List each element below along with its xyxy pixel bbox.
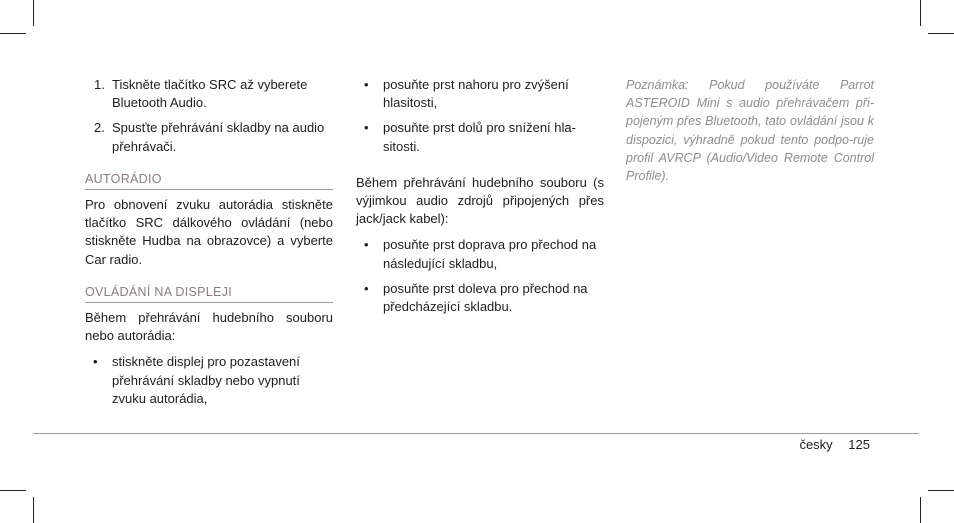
list-item	[356, 280, 604, 316]
crop-mark	[33, 497, 34, 523]
bullet-text: posuňte prst dolů pro snížení hla-sitosti.	[383, 120, 576, 154]
crop-mark	[0, 490, 26, 491]
crop-mark	[0, 33, 26, 34]
page-number: 125	[848, 437, 870, 452]
crop-mark	[928, 490, 954, 491]
bullet-list	[356, 236, 604, 316]
list-item	[356, 119, 604, 155]
step-text: Spusťte přehrávání skladby na audio přehrávači.	[112, 120, 325, 154]
bullet-icon: •	[364, 280, 369, 296]
bullet-icon: •	[93, 354, 98, 370]
column-right	[626, 76, 874, 185]
bullet-text: posuňte prst doprava pro přechod na následující skladbu,	[383, 237, 597, 271]
section-text-autoradio: Pro obnovení zvuku autorádia stiskněte tlačítko SRC dálkového ovládání (nebo stiskněte Hudba na obrazovce) a vyberte Car radio.	[85, 197, 333, 267]
bullet-list	[85, 353, 333, 408]
list-item	[85, 353, 333, 408]
bullet-text: stiskněte displej pro pozastavení přehrávání skladby nebo vypnutí zvuku autorádia,	[112, 354, 300, 406]
crop-mark	[33, 0, 34, 26]
bullet-text: posuňte prst doleva pro přechod na předcházející skladbu.	[383, 280, 588, 315]
crop-mark	[920, 497, 921, 523]
bullet-list	[356, 76, 604, 156]
crop-mark	[920, 0, 921, 26]
paragraph: Během přehrávání hudebního souboru (s výjimkou audio zdrojů připojených přes jack/jack kabel):	[356, 174, 604, 227]
bullet-icon: •	[364, 120, 369, 136]
step-text: Tiskněte tlačítko SRC až vyberete Bluetooth Audio.	[112, 77, 308, 111]
section-heading-display-control: OVLÁDÁNÍ NA DISPLEJI	[85, 283, 333, 303]
steps-list	[85, 76, 333, 156]
list-item	[85, 76, 333, 112]
crop-mark	[928, 33, 954, 34]
page-footer	[799, 437, 870, 452]
bullet-text: posuňte prst nahoru pro zvýšení hlasitosti,	[383, 77, 569, 111]
step-number: 2.	[94, 120, 105, 136]
column-left	[85, 76, 333, 415]
column-middle	[356, 76, 604, 323]
section-heading-autoradio: AUTORÁDIO	[85, 170, 333, 190]
footer-divider	[33, 433, 919, 434]
section-text-display-control: Během přehrávání hudebního souboru nebo autorádia:	[85, 310, 333, 344]
note-text: Poznámka: Pokud používáte Parrot ASTEROID Mini s audio přehrávačem při-pojeným přes Bluetooth, tato ovládání jsou k dispozici, výhradně pokud tento podpo-ruje profil AVRCP (Audio/Video Remote Control Profile).	[626, 78, 874, 184]
list-item	[356, 76, 604, 112]
footer-language: česky	[799, 437, 833, 452]
list-item	[85, 119, 333, 155]
step-number: 1.	[94, 77, 105, 92]
bullet-icon: •	[364, 77, 369, 92]
bullet-icon: •	[364, 237, 369, 253]
list-item	[356, 236, 604, 272]
